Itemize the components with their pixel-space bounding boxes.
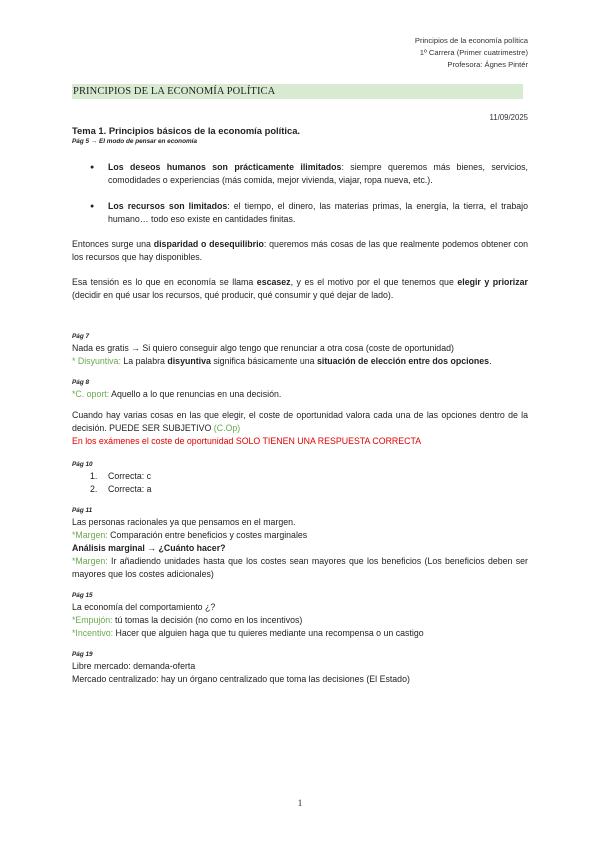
paragraph-scarcity <box>72 276 528 302</box>
text-run: Aquello a lo que renuncias en una decisión. <box>109 389 282 399</box>
text-run: significa básicamente una <box>210 356 317 366</box>
paragraph-behavioral: La economía del comportamiento ¿? <box>72 602 216 612</box>
answer-item <box>90 470 528 483</box>
bullet-item <box>90 161 528 187</box>
term-margen: *Margen: <box>72 556 108 566</box>
text-run: Comparación entre beneficios y costes marginales <box>107 530 308 540</box>
paragraph-nothing-free: Nada es gratis → Si quiero conseguir algo tengo que renunciar a otra cosa (coste de oportunidad) <box>72 343 454 353</box>
text-run: Hacer que alguien haga que tu quieres mediante una recompensa o un castigo <box>113 628 424 638</box>
bullet-bold: Los recursos son limitados <box>108 201 228 211</box>
term-disyuntiva: * Disyuntiva: <box>72 356 121 366</box>
text-run: Cuando hay varias cosas en las que elegir, el coste de oportunidad valora cada una de las opciones dentro de la decisión. PUEDE SER SUBJETIVO <box>72 410 528 433</box>
document-date: 11/09/2025 <box>489 113 528 122</box>
paragraph-disyuntiva <box>72 355 528 368</box>
header-meta <box>415 35 528 71</box>
page-ref-19: Pág 19 <box>72 651 93 658</box>
bullet-bold: Los deseos humanos son prácticamente ilimitados <box>108 162 342 172</box>
paragraph-margen <box>72 529 528 542</box>
text-bold: disyuntiva <box>167 356 211 366</box>
text-bold: Análisis marginal → ¿Cuánto hacer? <box>72 543 226 553</box>
paragraph-rational: Las personas racionales ya que pensamos en el margen. <box>72 517 296 527</box>
paragraph-libre-mercado: Libre mercado: demanda-oferta <box>72 661 196 671</box>
exam-warning: En los exámenes el coste de oportunidad SOLO TIENEN UNA RESPUESTA CORRECTA <box>72 436 422 446</box>
heading-analisis-marginal <box>72 542 528 555</box>
header-year: 1º Carrera (Primer cuatrimestre) <box>419 48 528 57</box>
paragraph-incentivo <box>72 627 528 640</box>
paragraph-margen-2 <box>72 555 528 581</box>
text-run: : queremos más cosas de las que realmente podemos obtener con los recursos que hay disponibles. <box>72 239 528 262</box>
term-incentivo: *Incentivo: <box>72 628 114 638</box>
document-title-bar <box>72 84 523 99</box>
header-professor: Profesora: Ágnes Pintér <box>447 60 528 69</box>
paragraph-mercado-centralizado: Mercado centralizado: hay un órgano centralizado que toma las decisiones (El Estado) <box>72 674 410 684</box>
term-empujon: *Empujón: <box>72 615 113 625</box>
header-course: Principios de la economía política <box>414 36 528 45</box>
text-run: Entonces surge una <box>72 239 154 249</box>
text-bold: disparidad o desequilibrio <box>153 239 264 249</box>
paragraph-cop-subjetivo <box>72 409 528 435</box>
answer-text: Correcta: c <box>108 471 152 481</box>
bullet-text: : el tiempo, el dinero, las materias primas, la energía, la tierra, el trabajo humano… todo eso existe en cantidades finitas. <box>108 201 528 224</box>
document-body <box>72 124 528 686</box>
paragraph-coste-oportunidad <box>72 388 528 401</box>
term-coste-oportunidad: *C. oport: <box>72 389 110 399</box>
page-ref-15: Pág 15 <box>72 592 93 599</box>
text-bold: escasez <box>256 277 291 287</box>
bullet-item <box>90 200 528 226</box>
answer-text: Correcta: a <box>108 484 152 494</box>
text-run: Ir añadiendo unidades hasta que los costes sean mayores que los beneficios (Los beneficios deben ser mayores que los costes adicionales) <box>72 556 528 579</box>
text-run: tú tomas la decisión (no como en los incentivos) <box>112 615 303 625</box>
term-cop: (C.Op) <box>213 423 241 433</box>
text-run: La palabra <box>120 356 168 366</box>
text-bold: situación de elección entre dos opciones <box>317 356 490 366</box>
answer-item <box>90 483 528 496</box>
document-title: PRINCIPIOS DE LA ECONOMÍA POLÍTICA <box>73 86 276 97</box>
page-ref-5: Pág 5 → El modo de pensar en economía <box>72 138 198 145</box>
answers-list <box>90 470 528 496</box>
bullet-text: : siempre queremos más bienes, servicios, comodidades o experiencias (más comida, mejor vivienda, viajar, ropa nueva, etc.). <box>108 162 528 185</box>
text-run: (decidir en qué usar los recursos, qué producir, qué consumir y qué dejar de lado). <box>72 290 394 300</box>
answer-number: 2. <box>90 484 98 494</box>
bullet-list <box>90 161 528 226</box>
topic-title: Tema 1. Principios básicos de la economía política. <box>72 125 301 136</box>
page-ref-7: Pág 7 <box>72 333 90 340</box>
term-margen: *Margen: <box>72 530 108 540</box>
page-number: 1 <box>297 798 303 808</box>
paragraph-disparity <box>72 238 528 264</box>
answer-number: 1. <box>90 471 98 481</box>
text-run: Esa tensión es lo que en economía se llama <box>72 277 257 287</box>
paragraph-empujon <box>72 614 528 627</box>
page-ref-11: Pág 11 <box>72 507 93 514</box>
text-run: . <box>489 356 492 366</box>
text-bold: elegir y priorizar <box>457 277 528 287</box>
page-ref-10: Pág 10 <box>72 461 93 468</box>
page-ref-8: Pág 8 <box>72 379 90 386</box>
text-run: , y es el motivo por el que tenemos que <box>290 277 458 287</box>
